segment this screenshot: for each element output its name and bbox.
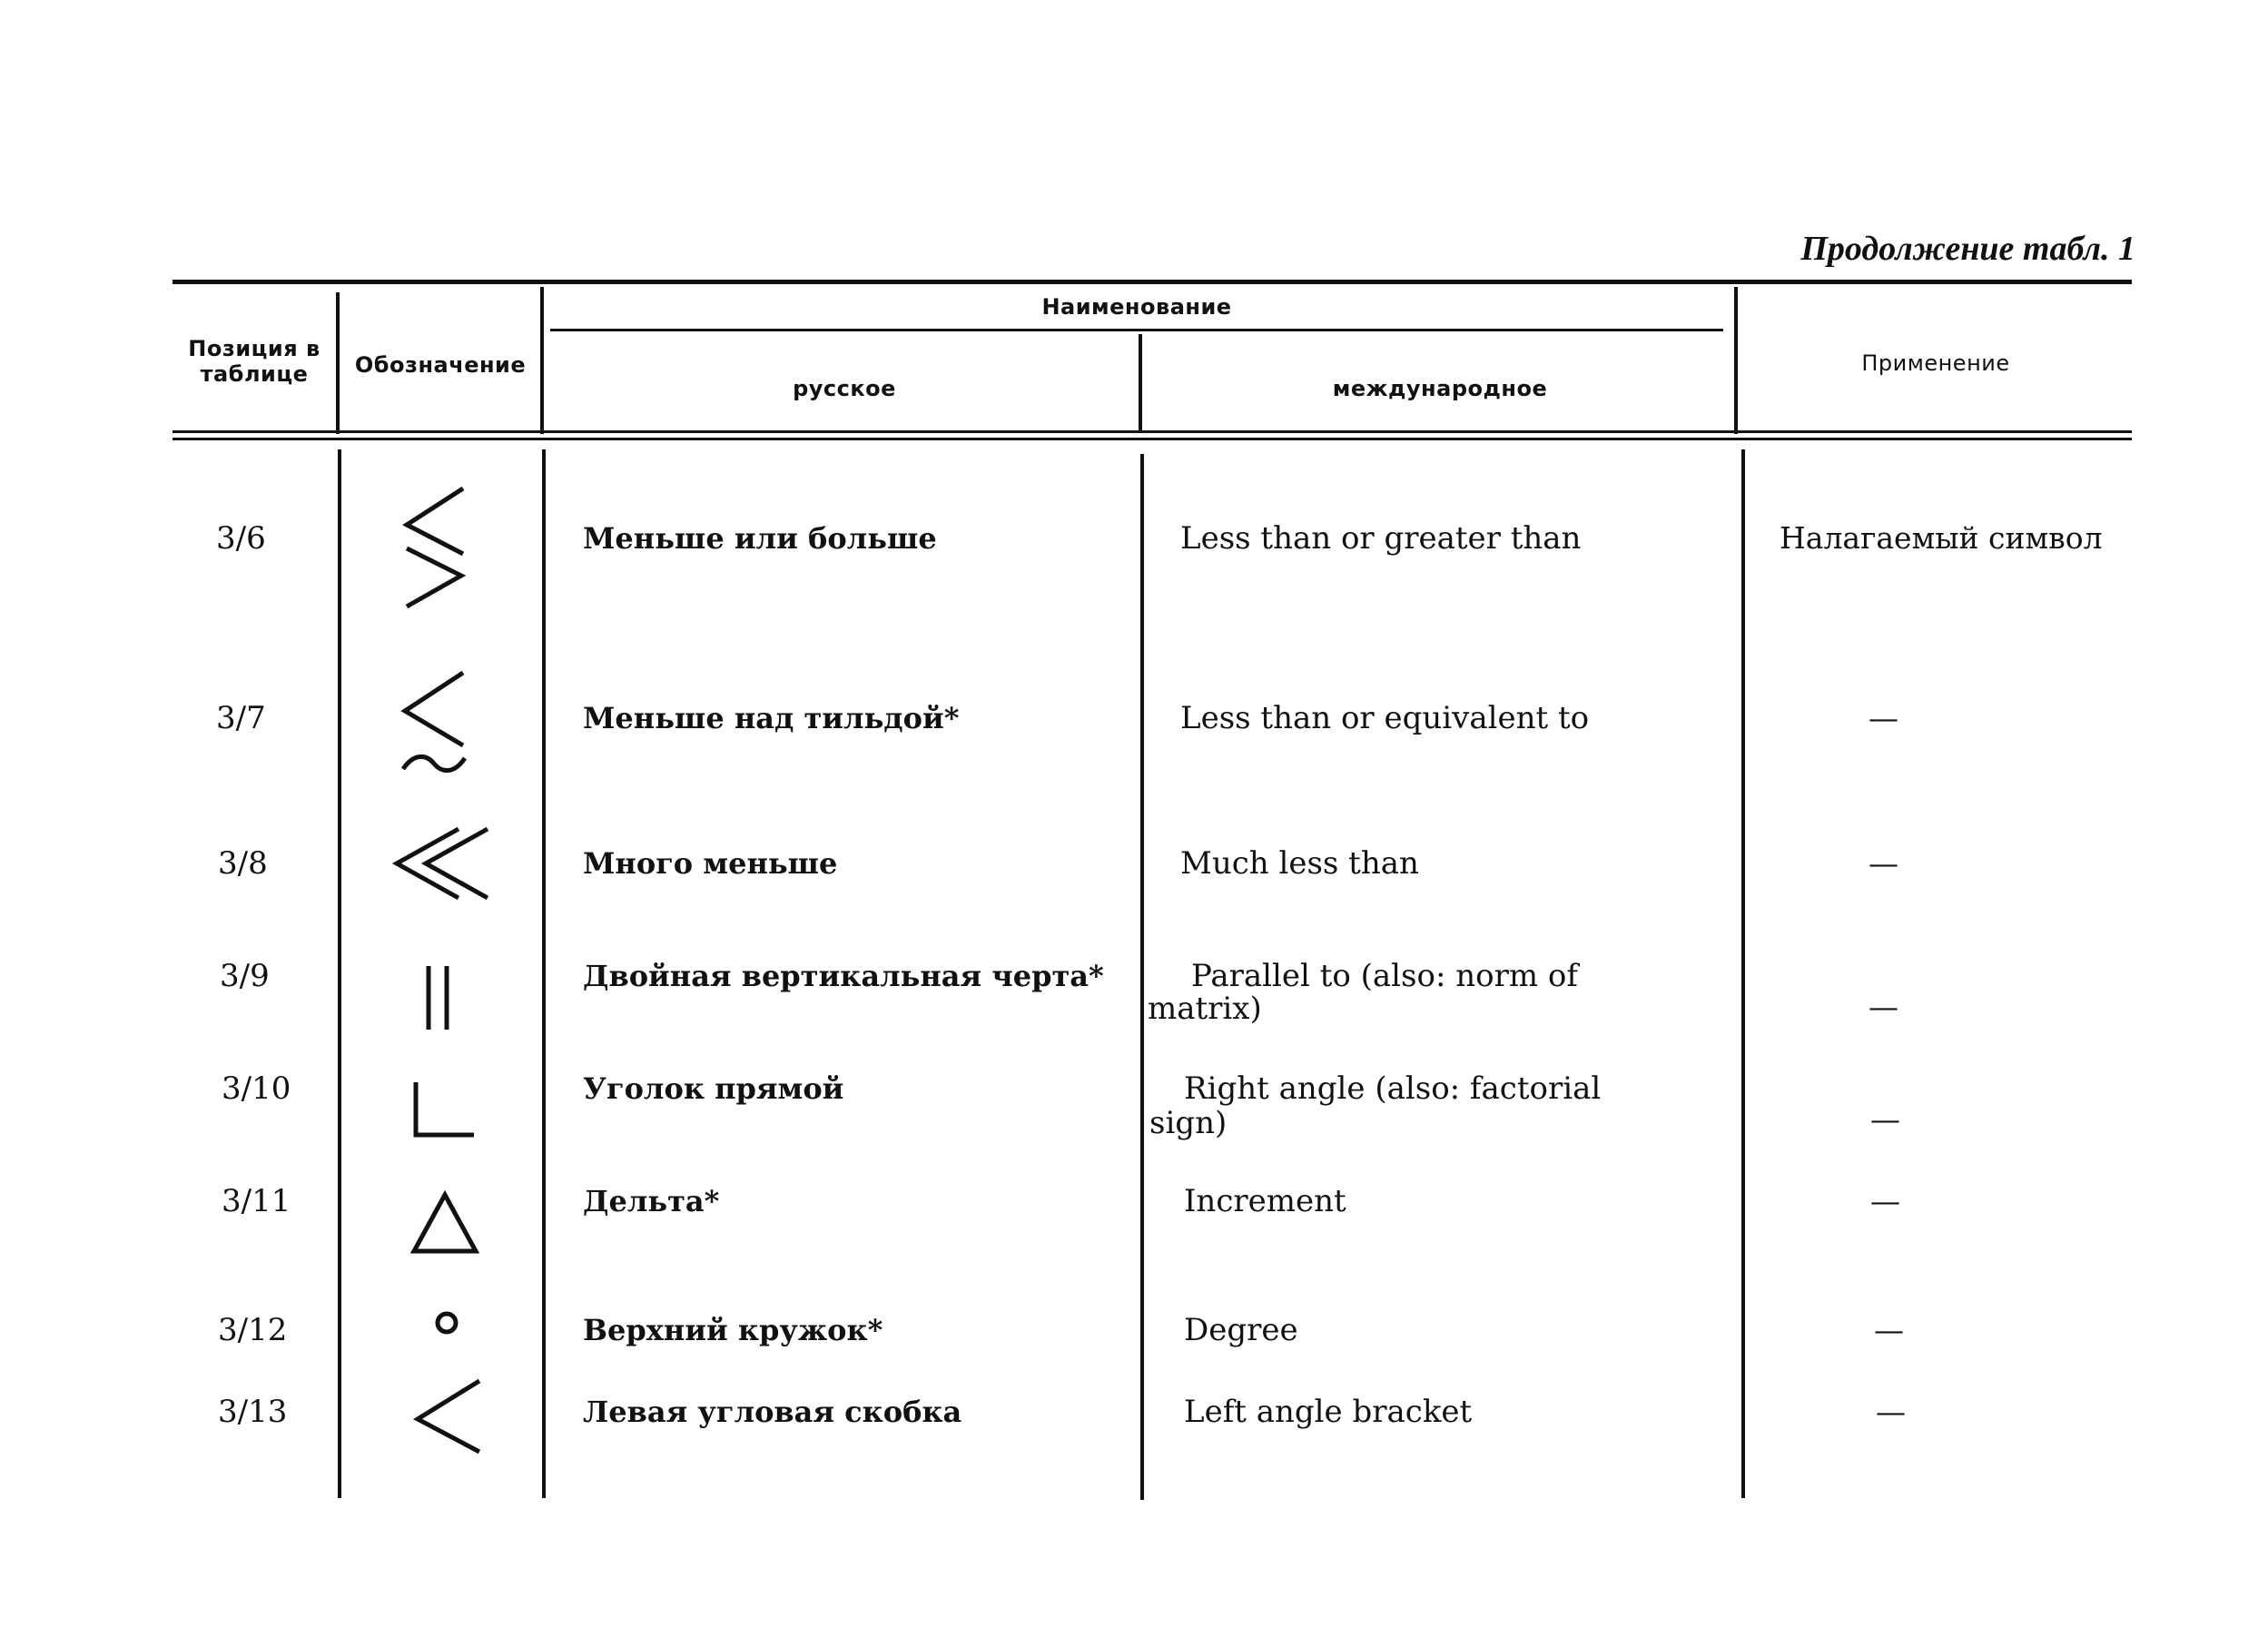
degree-icon [431,1307,462,1338]
row-3-6-russian: Меньше или больше [583,521,937,556]
row-3-8-international: Much less than [1180,845,1419,882]
col-divider-3-header [1139,334,1142,430]
row-3-11-position: 3/11 [222,1183,291,1219]
row-3-10-russian: Уголок прямой [583,1071,844,1106]
col-divider-2-body [542,449,546,1498]
double-bar-icon [418,962,463,1035]
delta-icon [409,1189,481,1257]
row-3-9-international-line-1: Parallel to (also: norm of [1191,958,1578,994]
header-application: Применение [1861,350,2010,376]
name-subheader-rule [550,329,1723,331]
row-3-10-international-line-2: sign) [1149,1105,1228,1141]
header-international: международное [1332,376,1548,401]
col-divider-1-body [338,449,341,1498]
row-3-8-position: 3/8 [218,845,268,882]
row-3-11-application: — [1870,1183,1900,1218]
row-3-8-russian: Много меньше [583,846,838,881]
row-3-7-application: — [1869,700,1898,735]
row-3-9-international-line-2: matrix) [1148,991,1262,1027]
row-3-11-russian: Дельта* [583,1184,720,1218]
row-3-9-position: 3/9 [220,958,270,994]
row-3-6-international: Less than or greater than [1180,520,1582,557]
header-russian: русское [793,376,896,401]
row-3-12-international: Degree [1184,1312,1298,1348]
less-over-tilde-icon [390,667,481,785]
row-3-13-russian: Левая угловая скобка [583,1395,962,1429]
row-3-12-application: — [1874,1312,1904,1347]
row-3-10-position: 3/10 [222,1070,291,1107]
row-3-7-russian: Меньше над тильдой* [583,701,960,735]
row-3-10-application: — [1870,1101,1900,1137]
header-position: Позиция в таблице [188,336,320,387]
header-symbol: Обозначение [354,352,527,378]
row-3-7-position: 3/7 [216,700,266,736]
header-double-rule-1 [173,430,2132,433]
col-divider-4-header [1734,287,1738,434]
row-3-7-international: Less than or equivalent to [1180,700,1590,736]
much-less-icon [386,822,495,912]
row-3-6-application: Налагаемый символ [1780,520,2103,556]
right-angle-icon [409,1079,481,1142]
top-rule [173,280,2132,284]
row-3-6-position: 3/6 [216,520,266,557]
col-divider-4-body [1741,449,1745,1498]
row-3-10-international-line-1: Right angle (also: factorial [1184,1070,1602,1107]
row-3-9-application: — [1869,989,1898,1024]
table-caption: Продолжение табл. 1 [1800,230,2135,268]
row-3-12-russian: Верхний кружок* [583,1313,883,1347]
row-3-13-position: 3/13 [218,1394,288,1430]
col-divider-2-header [540,287,544,434]
row-3-13-international: Left angle bracket [1184,1394,1473,1430]
header-double-rule-2 [173,438,2132,440]
col-divider-3-body [1140,454,1144,1500]
row-3-11-international: Increment [1184,1183,1346,1219]
row-3-9-russian: Двойная вертикальная черта* [583,959,1104,993]
less-or-greater-icon [390,481,481,617]
row-3-12-position: 3/12 [218,1312,288,1348]
row-3-13-application: — [1876,1394,1906,1429]
row-3-8-application: — [1869,845,1898,881]
left-angle-bracket-icon [409,1376,490,1457]
header-name: Наименование [1041,294,1232,320]
col-divider-1-header [336,292,340,434]
